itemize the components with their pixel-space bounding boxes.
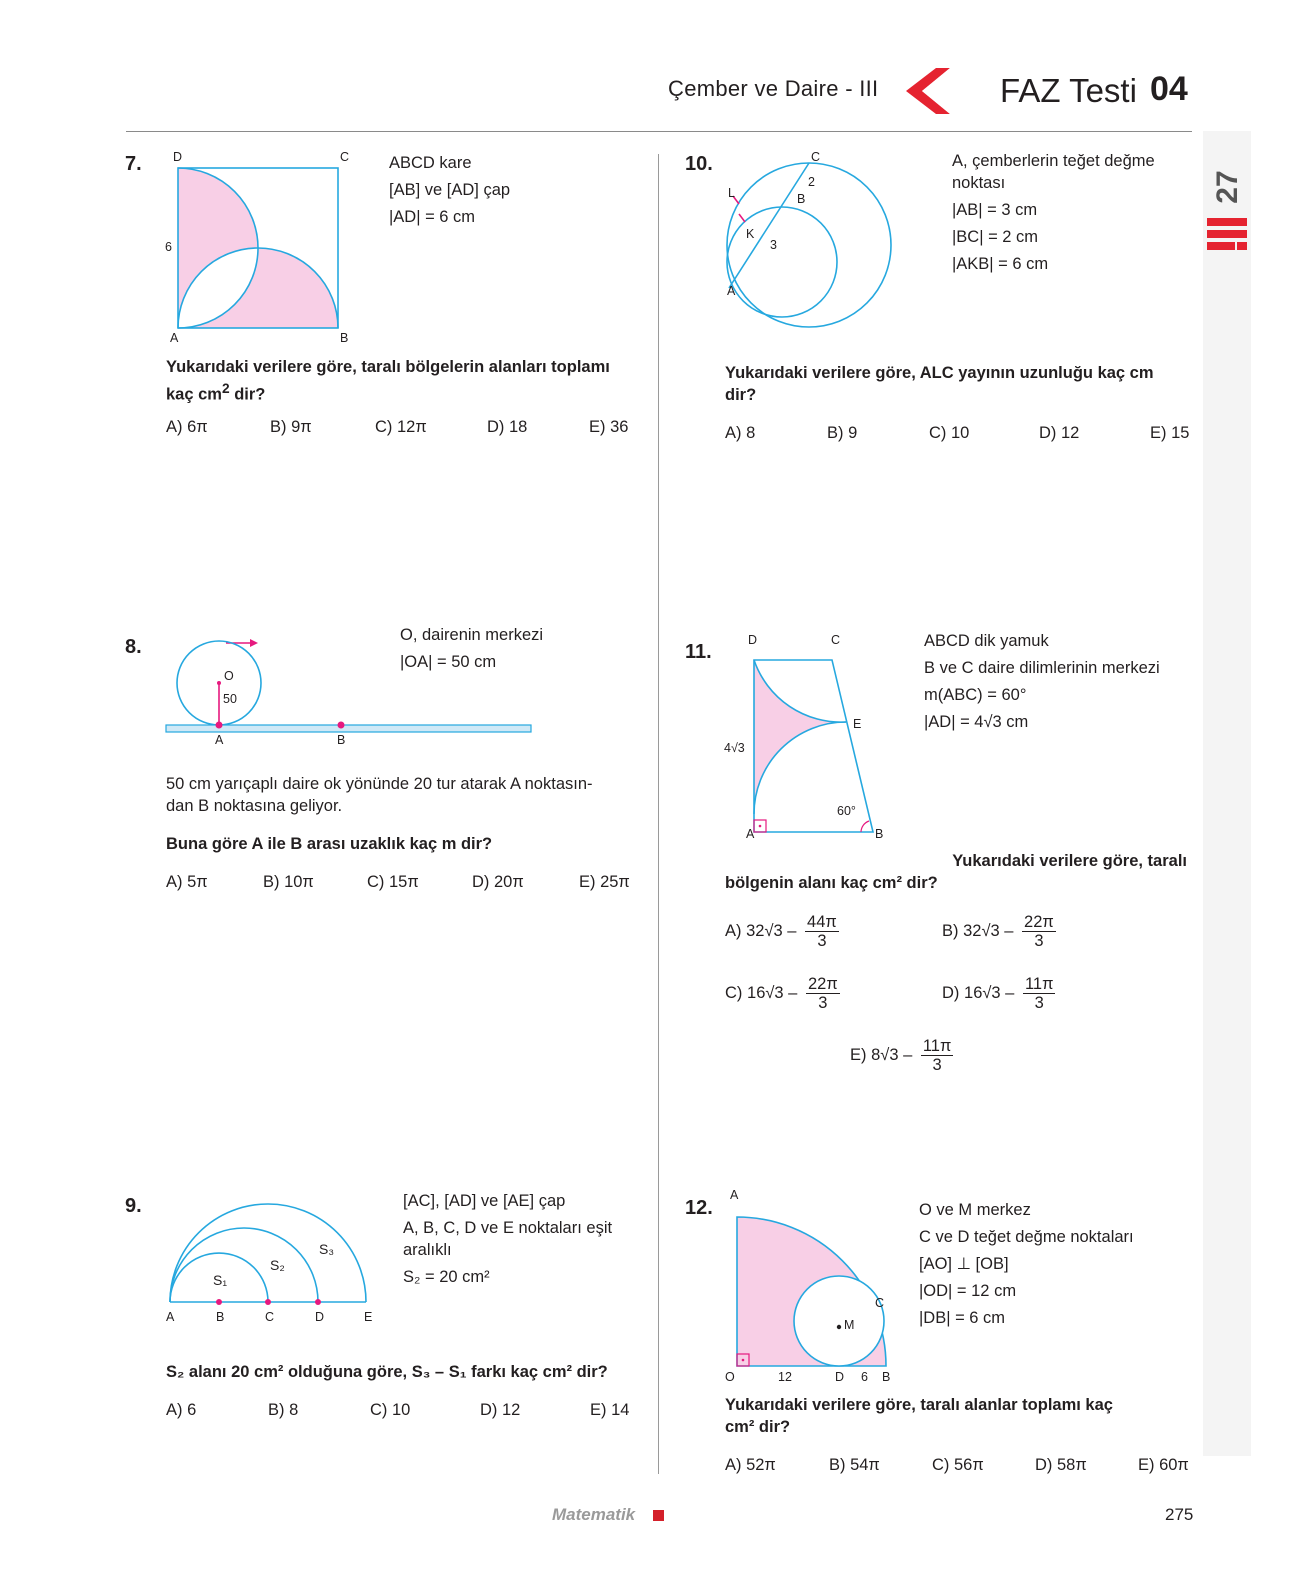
- q8-label-o: O: [224, 669, 234, 683]
- q10-label-l: L: [728, 186, 735, 200]
- q9-info-line: aralıklı: [403, 1241, 452, 1259]
- q10-option-e[interactable]: E) 15: [1150, 424, 1190, 442]
- q10-info-line: |AB| = 3 cm: [952, 201, 1038, 219]
- q7-question: Yukarıdaki verilere göre, taralı bölgelerin alanları toplamı kaç $cm^2$ dir?: [166, 358, 610, 404]
- q8-option-a[interactable]: A) 5π: [166, 873, 208, 891]
- q12-label-o: O: [725, 1370, 735, 1384]
- q12-label-c: C: [875, 1296, 885, 1310]
- q11-option-d[interactable]: D) 16√3 – $\frac{11\pi}{3}$: [942, 975, 1054, 1012]
- q12-label-a: A: [730, 1188, 739, 1202]
- q7-figure: [160, 150, 360, 350]
- q10-option-a[interactable]: A) 8: [725, 424, 756, 442]
- q8-option-e[interactable]: E) 25π: [579, 873, 630, 891]
- q7-label-b: B: [340, 331, 349, 345]
- q9-label-c: C: [265, 1310, 275, 1324]
- q9-info-line: [AC], [AD] ve [AE] çap: [403, 1192, 566, 1210]
- q11-info-line: ABCD dik yamuk: [924, 632, 1049, 650]
- header-divider: [126, 131, 1192, 132]
- q12-figure: [730, 1200, 900, 1380]
- q10-label-bc: 2: [808, 175, 815, 189]
- q10-label-a: A: [727, 284, 736, 298]
- q9-option-c[interactable]: C) 10: [370, 1401, 411, 1419]
- q8-option-d[interactable]: D) 20π: [472, 873, 524, 891]
- q7-option-d[interactable]: D) 18: [487, 418, 528, 436]
- q9-label-s1: S₁: [213, 1272, 228, 1288]
- q12-option-d[interactable]: D) 58π: [1035, 1456, 1087, 1474]
- q7-info-line: |AD| = 6 cm: [389, 208, 476, 226]
- q11-question-b: bölgenin alanı kaç cm² dir?: [725, 874, 938, 892]
- q11-figure: [740, 650, 880, 840]
- q8-text-line: dan B noktasına geliyor.: [166, 797, 343, 815]
- q10-info-line: |BC| = 2 cm: [952, 228, 1039, 246]
- q9-label-d: D: [315, 1310, 325, 1324]
- q11-option-c[interactable]: C) 16√3 – $\frac{22\pi}{3}$: [725, 975, 838, 1012]
- q10-option-d[interactable]: D) 12: [1039, 424, 1080, 442]
- q12-label-d: D: [835, 1370, 845, 1384]
- q9-label-a: A: [166, 1310, 175, 1324]
- q7-info-line: ABCD kare: [389, 154, 472, 172]
- question-number-8: 8.: [125, 636, 142, 658]
- side-logo: [1207, 206, 1247, 256]
- q8-info-line: |OA| = 50 cm: [400, 653, 497, 671]
- q12-label-od: 12: [778, 1370, 792, 1384]
- q9-option-b[interactable]: B) 8: [268, 1401, 299, 1419]
- q11-label-a: A: [746, 827, 755, 841]
- q8-question: Buna göre A ile B arası uzaklık kaç m dir?: [166, 835, 493, 853]
- q8-label-radius: 50: [223, 692, 237, 706]
- q10-option-c[interactable]: C) 10: [929, 424, 970, 442]
- footer-square-icon: [653, 1510, 664, 1521]
- column-divider: [658, 154, 659, 1474]
- q10-label-ab: 3: [770, 238, 777, 252]
- q8-label-a: A: [215, 733, 224, 747]
- q9-figure: [160, 1170, 380, 1310]
- q11-label-d: D: [748, 633, 758, 647]
- q7-label-c: C: [340, 150, 350, 164]
- q7-option-b[interactable]: B) 9π: [270, 418, 312, 436]
- header-topic: Çember ve Daire - III: [668, 76, 879, 101]
- header-test-number: 04: [1150, 70, 1188, 108]
- q12-option-b[interactable]: B) 54π: [829, 1456, 880, 1474]
- q12-label-m: M: [844, 1318, 855, 1332]
- q11-info-line: |AD| = 4√3 cm: [924, 713, 1029, 731]
- q12-option-a[interactable]: A) 52π: [725, 1456, 776, 1474]
- q10-info-line: |AKB| = 6 cm: [952, 255, 1049, 273]
- q11-question-a: Yukarıdaki verilere göre, taralı: [952, 852, 1187, 870]
- side-strip: [1203, 131, 1251, 1456]
- q11-label-b: B: [875, 827, 884, 841]
- q12-info-line: O ve M merkez: [919, 1201, 1031, 1219]
- q11-label-ad: 4√3: [724, 741, 745, 755]
- q12-option-e[interactable]: E) 60π: [1138, 1456, 1189, 1474]
- footer-page-number: 275: [1165, 1505, 1194, 1524]
- q7-option-c[interactable]: C) 12π: [375, 418, 427, 436]
- q8-figure: [160, 630, 380, 760]
- q10-info-line: noktası: [952, 174, 1006, 192]
- question-number-12: 12.: [685, 1197, 713, 1219]
- q9-question: S₂ alanı 20 cm² olduğuna göre, S₃ – S₁ farkı kaç cm² dir?: [166, 1363, 608, 1381]
- q12-label-db: 6: [861, 1370, 868, 1384]
- q8-text-line: 50 cm yarıçaplı daire ok yönünde 20 tur atarak A noktasın-: [166, 775, 593, 793]
- question-number-7: 7.: [125, 153, 142, 175]
- q12-info-line: C ve D teğet değme noktaları: [919, 1228, 1134, 1246]
- side-page-number: 27: [1211, 170, 1244, 204]
- q11-label-e: E: [853, 717, 862, 731]
- q9-label-s2: S₂: [270, 1257, 285, 1273]
- q8-option-c[interactable]: C) 15π: [367, 873, 419, 891]
- q7-label-d: D: [173, 150, 183, 164]
- q9-option-d[interactable]: D) 12: [480, 1401, 521, 1419]
- q8-info-line: O, dairenin merkezi: [400, 626, 544, 644]
- q9-info-line: S₂ = 20 cm²: [403, 1268, 490, 1286]
- q10-label-b: B: [797, 192, 806, 206]
- q12-label-b: B: [882, 1370, 891, 1384]
- q9-option-a[interactable]: A) 6: [166, 1401, 197, 1419]
- q8-label-b: B: [337, 733, 346, 747]
- question-number-11: 11.: [685, 641, 712, 663]
- q9-option-e[interactable]: E) 14: [590, 1401, 630, 1419]
- q7-info-line: [AB] ve [AD] çap: [389, 181, 511, 199]
- q7-label-side: 6: [165, 240, 172, 254]
- question-number-10: 10.: [685, 153, 713, 175]
- q11-label-c: C: [831, 633, 841, 647]
- q10-info-line: A, çemberlerin teğet değme: [952, 152, 1155, 170]
- q11-option-e[interactable]: E) 8√3 – $\frac{11\pi}{3}$: [850, 1037, 952, 1074]
- q12-info-line: [AO] ⊥ [OB]: [919, 1255, 1009, 1273]
- q10-label-c: C: [811, 150, 821, 164]
- q7-option-e[interactable]: E) 36: [589, 418, 629, 436]
- q7-label-a: A: [170, 331, 179, 345]
- q9-info-line: A, B, C, D ve E noktaları eşit: [403, 1219, 613, 1237]
- q11-label-angle: 60°: [837, 804, 856, 818]
- footer-subject: Matematik: [552, 1505, 636, 1524]
- question-number-9: 9.: [125, 1195, 142, 1217]
- q7-option-a[interactable]: A) 6π: [166, 418, 208, 436]
- q11-info-line: m(ABC) = 60°: [924, 686, 1027, 704]
- q10-option-b[interactable]: B) 9: [827, 424, 858, 442]
- q10-question: Yukarıdaki verilere göre, ALC yayının uzunluğu kaç cm dir?: [725, 364, 1154, 404]
- q10-label-k: K: [746, 227, 755, 241]
- chevron-logo-icon: [906, 68, 950, 114]
- q11-option-a[interactable]: A) 32√3 – $\frac{44\pi}{3}$: [725, 913, 837, 950]
- q12-option-c[interactable]: C) 56π: [932, 1456, 984, 1474]
- header-test-label: FAZ Testi: [1000, 72, 1137, 109]
- q11-option-b[interactable]: B) 32√3 – $\frac{22\pi}{3}$: [942, 913, 1054, 950]
- q12-question: Yukarıdaki verilere göre, taralı alanlar toplamı kaç cm² dir?: [725, 1396, 1113, 1436]
- q9-label-e: E: [364, 1310, 373, 1324]
- q11-info-line: B ve C daire dilimlerinin merkezi: [924, 659, 1160, 677]
- q8-option-b[interactable]: B) 10π: [263, 873, 314, 891]
- q9-label-s3: S₃: [319, 1241, 335, 1257]
- q12-info-line: |DB| = 6 cm: [919, 1309, 1006, 1327]
- q9-label-b: B: [216, 1310, 225, 1324]
- q12-info-line: |OD| = 12 cm: [919, 1282, 1017, 1300]
